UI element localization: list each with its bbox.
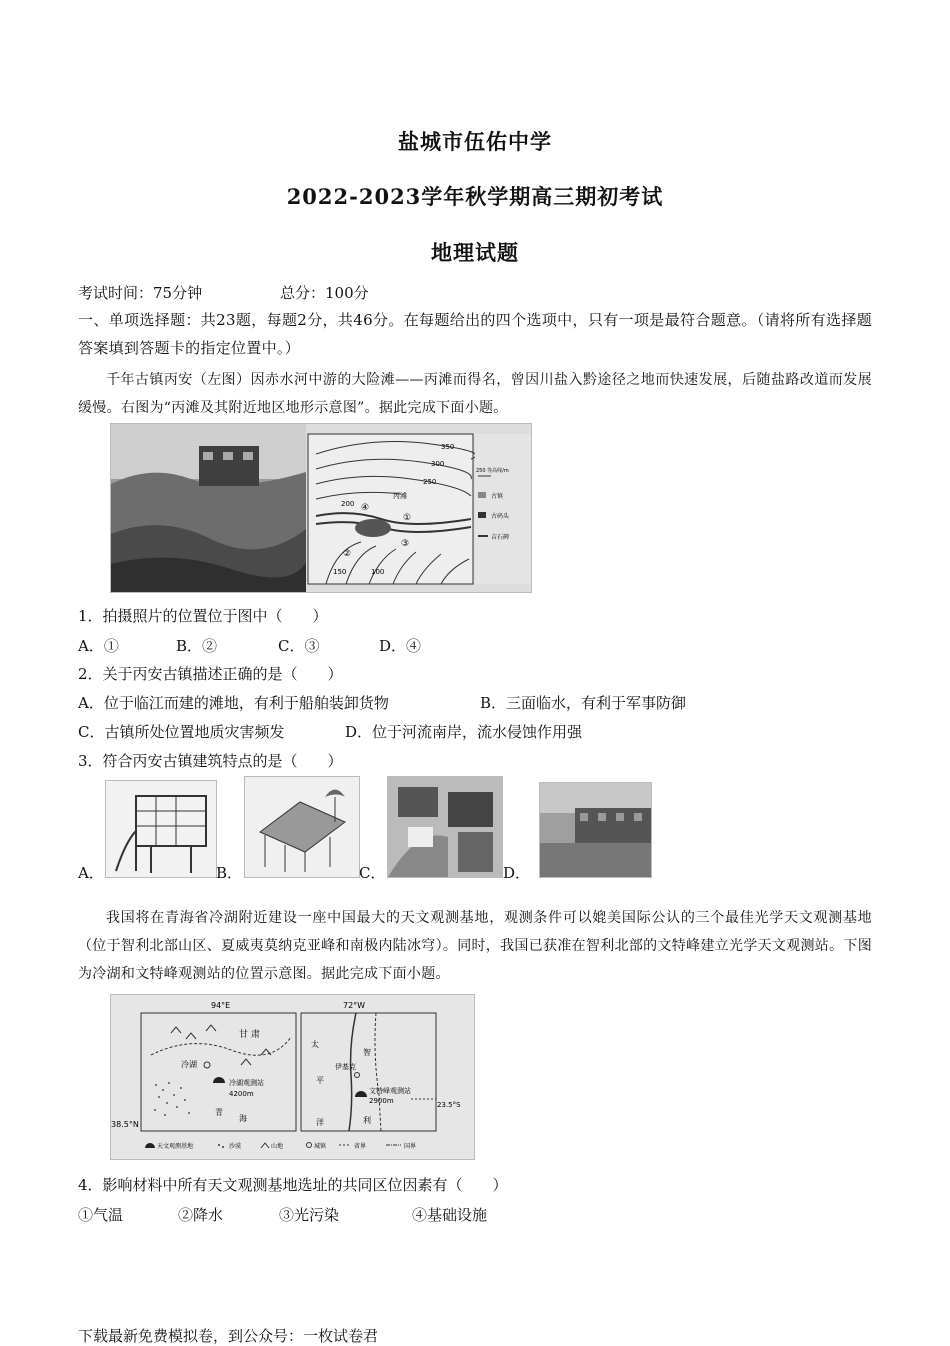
legend-town: 古镇	[491, 493, 504, 500]
legend-desert: 沙漠	[229, 1143, 242, 1150]
legend-wharf: 古码头	[491, 513, 510, 520]
q4-option-2: ②降水	[178, 1206, 224, 1224]
lon-left-label: 94°E	[211, 1001, 231, 1010]
contour-label: 250	[423, 478, 437, 486]
pacific-label-1: 太	[311, 1040, 319, 1049]
pacific-label-3: 洋	[316, 1118, 324, 1127]
contour-label: 150	[333, 568, 347, 576]
q2-option-d: D．位于河流南岸，流水侵蚀作用强	[345, 723, 583, 741]
q4-option-3: ③光污染	[279, 1206, 340, 1224]
school-title: 盐城市伍佑中学	[398, 129, 552, 154]
q3-stem: 3．符合丙安古镇建筑特点的是（ ）	[78, 752, 343, 770]
desert-pattern	[154, 1082, 190, 1116]
figure-observatories-svg	[111, 995, 474, 1159]
q3-image-d	[539, 782, 652, 878]
q1-stem: 1．拍摄照片的位置位于图中（ ）	[78, 607, 328, 625]
map2-legend	[145, 1142, 416, 1150]
q3-image-c	[387, 776, 503, 878]
q2-option-b: B．三面临水，有利于军事防御	[480, 694, 687, 712]
legend-province-border: 省界	[354, 1143, 367, 1150]
town-photo	[111, 424, 306, 592]
qinghai-label-1: 青	[215, 1108, 223, 1117]
q3-option-a: A．	[78, 864, 104, 882]
contour-label: 300	[431, 460, 445, 468]
q1-option-b: B．②	[176, 637, 218, 655]
exam-score: 总分：100分	[280, 284, 369, 302]
chile-label-2: 利	[363, 1116, 371, 1125]
marker-1: ①	[403, 513, 412, 523]
lon-right-label: 72°W	[343, 1001, 366, 1010]
exam-time: 考试时间：75分钟	[78, 284, 203, 302]
figure-observatories	[110, 994, 475, 1160]
figure-bingan	[110, 423, 532, 593]
chile-label-1: 智	[363, 1048, 371, 1057]
contour-label: 350	[441, 443, 455, 451]
passage-1: 千年古镇丙安（左图）因赤水河中游的大险滩——丙滩而得名，曾因川盐入黔途径之地而快速发展，后随盐路改道而发展缓慢。右图为“丙滩及其附近地区地形示意图”。据此完成下面小题。	[78, 372, 872, 416]
legend-stele: 吉石碑	[491, 534, 510, 541]
q4-stem: 4．影响材料中所有天文观测基地选址的共同区位因素有（ ）	[78, 1176, 508, 1194]
figure-bingan-svg	[111, 424, 531, 592]
marker-4: ④	[361, 503, 370, 513]
exam-title: 2022-2023学年秋学期高三期初考试	[286, 184, 664, 209]
q3-image-b	[244, 776, 360, 878]
q1-option-a: A．①	[78, 637, 119, 655]
footer-note: 下载最新免费模拟卷，到公众号：一枚试卷君	[78, 1327, 379, 1345]
q3-option-c: C．	[359, 864, 386, 882]
legend-contour: 250 等高线/m	[476, 468, 509, 474]
contour-map	[308, 434, 476, 584]
lenghu-label: 冷湖	[181, 1060, 197, 1069]
marker-3: ③	[401, 539, 410, 549]
lenghu-station-label: 冷湖观测站	[229, 1079, 264, 1087]
legend-town: 城镇	[314, 1143, 327, 1150]
marker-2: ②	[343, 549, 352, 559]
subject-title: 地理试题	[431, 240, 519, 265]
q1-option-c: C．③	[278, 637, 320, 655]
q3-option-b: B．	[216, 864, 243, 882]
contour-label: 100	[371, 568, 385, 576]
section-instruction: 一、单项选择题：共23题，每题2分，共46分。在每题给出的四个选项中，只有一项是最符合题意。（请将所有选择题答案填到答题卡的指定位置中。）	[78, 311, 872, 357]
q4-option-1: ①气温	[78, 1206, 124, 1224]
gansu-label: 甘 肃	[239, 1030, 260, 1040]
q2-option-a: A．位于临江而建的滩地，有利于船舶装卸货物	[78, 694, 389, 712]
q4-option-4: ④基础设施	[412, 1206, 488, 1224]
q1-option-d: D．④	[379, 637, 422, 655]
legend-national-border: 国界	[404, 1143, 417, 1150]
lenghu-elev: 4200m	[229, 1090, 254, 1098]
q3-option-d: D．	[503, 864, 531, 882]
ventarrones-elev: 2900m	[369, 1097, 394, 1105]
q2-stem: 2．关于丙安古镇描述正确的是（ ）	[78, 665, 343, 683]
pacific-label-2: 平	[316, 1076, 324, 1085]
qinghai-label-2: 海	[239, 1114, 247, 1123]
lat-left-label: 38.5°N	[111, 1120, 139, 1129]
rapids-label: 丙滩	[393, 492, 407, 500]
ventarrones-station-label: 文特峰观测站	[369, 1087, 411, 1095]
legend-mountain: 山地	[271, 1143, 284, 1150]
legend-observatory: 天文观测基地	[157, 1143, 194, 1150]
q2-option-c: C．古镇所处位置地质灾害频发	[78, 723, 285, 741]
iquique-label: 伊基克	[335, 1063, 356, 1071]
passage-2: 我国将在青海省冷湖附近建设一座中国最大的天文观测基地，观测条件可以媲美国际公认的三个最佳光学天文观测基地（位于智利北部山区、夏威夷莫纳克亚峰和南极内陆冰穹）。同时，我国已获准在智利北部的文特峰建立光学天文观测站。下图为冷湖和文特峰观测站的位置示意图。据此完成下面小题。	[78, 910, 872, 982]
lat-right-label: 23.5°S	[437, 1101, 461, 1109]
map-legend	[475, 434, 531, 584]
q3-image-a	[105, 780, 217, 878]
contour-label: 200	[341, 500, 355, 508]
